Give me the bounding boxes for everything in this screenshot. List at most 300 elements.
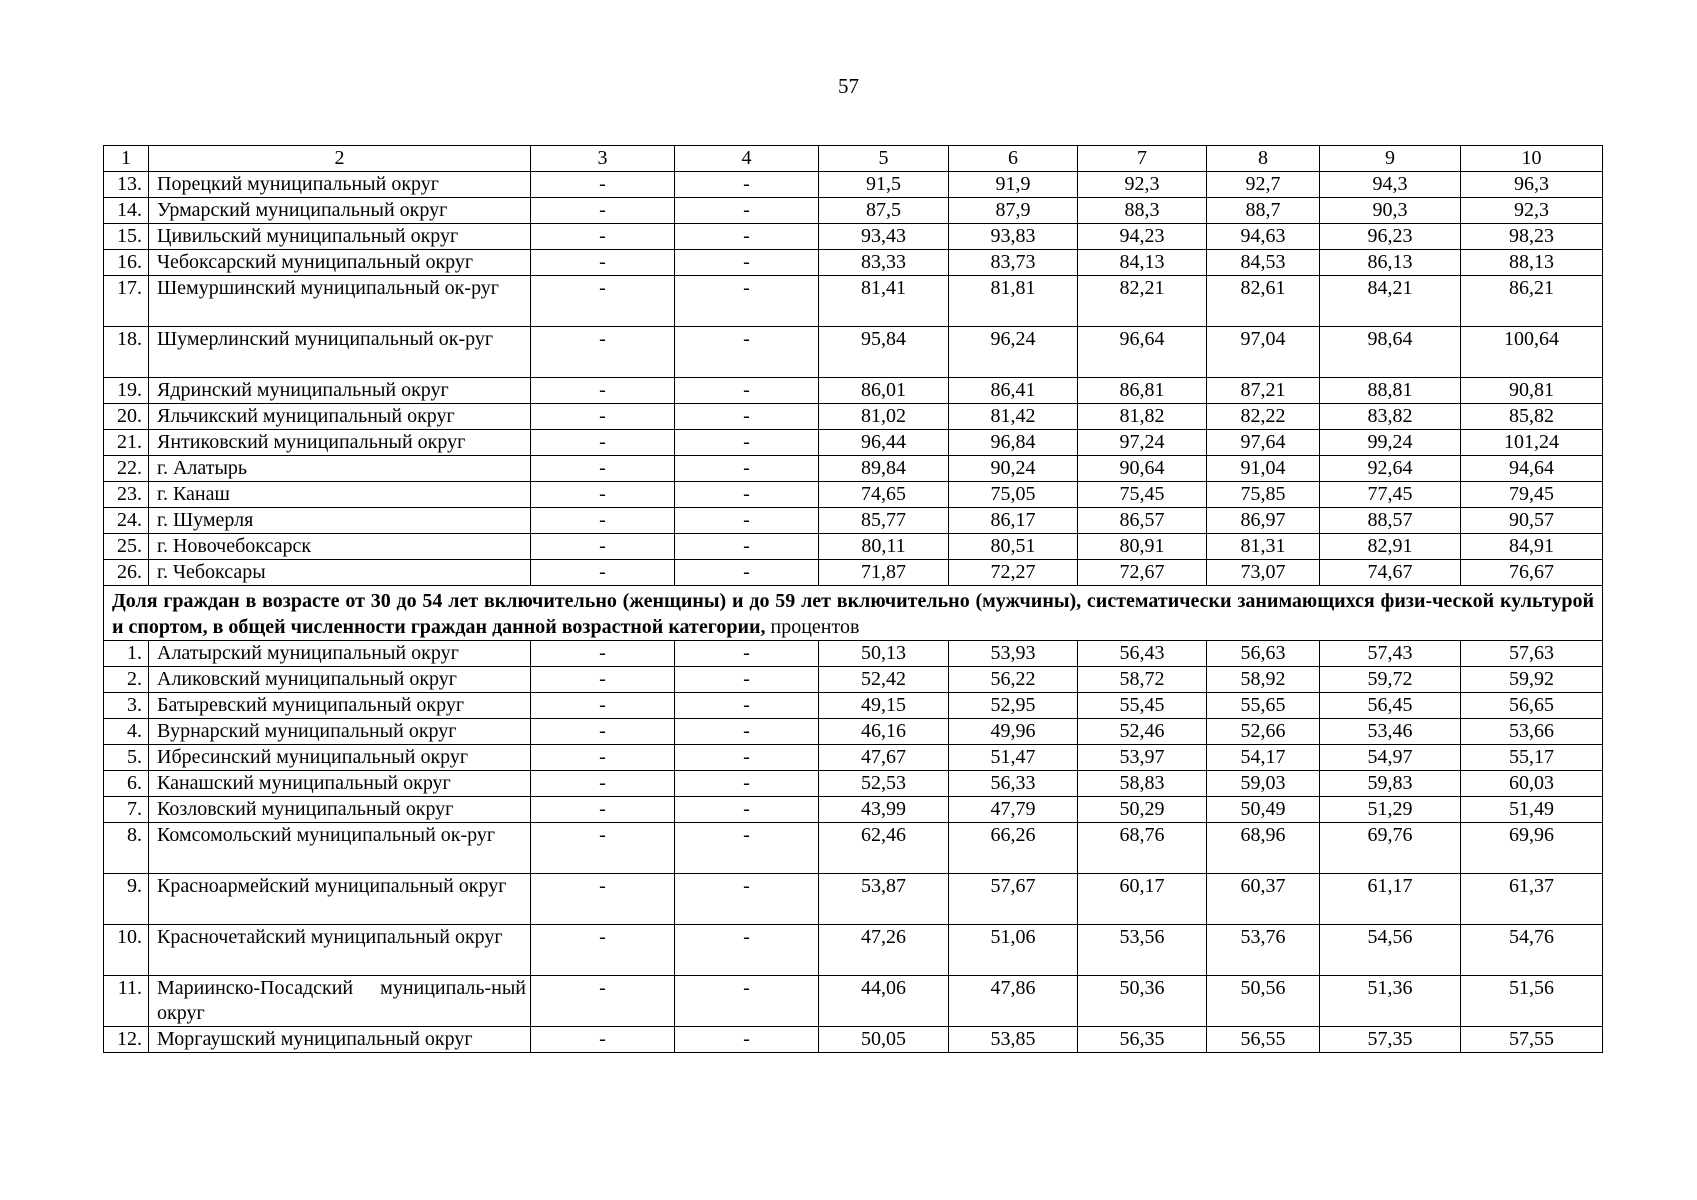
header-cell: 2	[149, 146, 531, 172]
value-col-10: 84,91	[1461, 534, 1603, 560]
value-col-7: 72,67	[1078, 560, 1207, 586]
value-col-4: -	[675, 693, 819, 719]
value-col-10: 59,92	[1461, 667, 1603, 693]
table-row	[104, 482, 1603, 508]
value-col-10: 76,67	[1461, 560, 1603, 586]
value-col-6: 51,47	[949, 745, 1078, 771]
value-col-6: 96,84	[949, 430, 1078, 456]
row-number: 18.	[104, 327, 149, 378]
header-cell: 1	[104, 146, 149, 172]
value-col-5: 81,41	[819, 276, 949, 327]
value-col-7: 58,72	[1078, 667, 1207, 693]
value-col-4: -	[675, 667, 819, 693]
value-col-7: 55,45	[1078, 693, 1207, 719]
data-table	[103, 145, 1603, 1053]
value-col-8: 54,17	[1207, 745, 1320, 771]
header-cell: 9	[1320, 146, 1461, 172]
municipality-name: Моргаушский муниципальный округ	[149, 1027, 531, 1053]
value-col-6: 53,93	[949, 641, 1078, 667]
value-col-10: 101,24	[1461, 430, 1603, 456]
value-col-7: 58,83	[1078, 771, 1207, 797]
value-col-3: -	[531, 250, 675, 276]
value-col-8: 88,7	[1207, 198, 1320, 224]
value-col-9: 92,64	[1320, 456, 1461, 482]
table-row	[104, 378, 1603, 404]
value-col-3: -	[531, 560, 675, 586]
value-col-8: 53,76	[1207, 925, 1320, 976]
value-col-5: 74,65	[819, 482, 949, 508]
value-col-7: 75,45	[1078, 482, 1207, 508]
value-col-10: 85,82	[1461, 404, 1603, 430]
value-col-5: 43,99	[819, 797, 949, 823]
value-col-8: 73,07	[1207, 560, 1320, 586]
row-number: 5.	[104, 745, 149, 771]
table-row	[104, 456, 1603, 482]
value-col-10: 53,66	[1461, 719, 1603, 745]
value-col-6: 87,9	[949, 198, 1078, 224]
municipality-name: Козловский муниципальный округ	[149, 797, 531, 823]
value-col-9: 56,45	[1320, 693, 1461, 719]
value-col-3: -	[531, 667, 675, 693]
table-row	[104, 874, 1603, 925]
value-col-4: -	[675, 771, 819, 797]
value-col-10: 100,64	[1461, 327, 1603, 378]
value-col-9: 57,35	[1320, 1027, 1461, 1053]
header-cell: 3	[531, 146, 675, 172]
table-row	[104, 560, 1603, 586]
value-col-4: -	[675, 456, 819, 482]
value-col-6: 83,73	[949, 250, 1078, 276]
municipality-name: Канашский муниципальный округ	[149, 771, 531, 797]
section-unit: процентов	[765, 616, 860, 638]
section-header-row	[104, 586, 1603, 641]
value-col-6: 47,79	[949, 797, 1078, 823]
header-cell: 10	[1461, 146, 1603, 172]
value-col-5: 52,42	[819, 667, 949, 693]
row-number: 9.	[104, 874, 149, 925]
value-col-9: 61,17	[1320, 874, 1461, 925]
value-col-4: -	[675, 745, 819, 771]
value-col-5: 71,87	[819, 560, 949, 586]
municipality-name: Батыревский муниципальный округ	[149, 693, 531, 719]
municipality-name: Чебоксарский муниципальный округ	[149, 250, 531, 276]
municipality-name: Цивильский муниципальный округ	[149, 224, 531, 250]
row-number: 24.	[104, 508, 149, 534]
value-col-7: 82,21	[1078, 276, 1207, 327]
value-col-7: 68,76	[1078, 823, 1207, 874]
municipality-name: Янтиковский муниципальный округ	[149, 430, 531, 456]
value-col-3: -	[531, 745, 675, 771]
value-col-7: 53,97	[1078, 745, 1207, 771]
page-number: 57	[838, 74, 859, 98]
value-col-3: -	[531, 276, 675, 327]
value-col-3: -	[531, 719, 675, 745]
value-col-10: 61,37	[1461, 874, 1603, 925]
row-number: 23.	[104, 482, 149, 508]
table-row	[104, 976, 1603, 1027]
value-col-4: -	[675, 276, 819, 327]
value-col-4: -	[675, 198, 819, 224]
header-cell: 5	[819, 146, 949, 172]
value-col-9: 96,23	[1320, 224, 1461, 250]
value-col-3: -	[531, 327, 675, 378]
value-col-5: 62,46	[819, 823, 949, 874]
value-col-5: 86,01	[819, 378, 949, 404]
value-col-9: 74,67	[1320, 560, 1461, 586]
value-col-8: 97,04	[1207, 327, 1320, 378]
value-col-9: 94,3	[1320, 172, 1461, 198]
table-row	[104, 250, 1603, 276]
value-col-10: 94,64	[1461, 456, 1603, 482]
value-col-9: 88,81	[1320, 378, 1461, 404]
value-col-6: 80,51	[949, 534, 1078, 560]
municipality-name: Алатырский муниципальный округ	[149, 641, 531, 667]
value-col-5: 83,33	[819, 250, 949, 276]
value-col-4: -	[675, 797, 819, 823]
value-col-6: 90,24	[949, 456, 1078, 482]
header-cell: 6	[949, 146, 1078, 172]
value-col-10: 51,56	[1461, 976, 1603, 1027]
value-col-6: 93,83	[949, 224, 1078, 250]
municipality-name: Красночетайский муниципальный округ	[149, 925, 531, 976]
section-title	[104, 586, 1603, 641]
value-col-10: 57,63	[1461, 641, 1603, 667]
table-row	[104, 534, 1603, 560]
value-col-6: 86,41	[949, 378, 1078, 404]
value-col-8: 68,96	[1207, 823, 1320, 874]
value-col-5: 53,87	[819, 874, 949, 925]
value-col-8: 50,56	[1207, 976, 1320, 1027]
value-col-4: -	[675, 327, 819, 378]
value-col-3: -	[531, 172, 675, 198]
table-row	[104, 1027, 1603, 1053]
value-col-4: -	[675, 874, 819, 925]
value-col-7: 84,13	[1078, 250, 1207, 276]
value-col-7: 50,29	[1078, 797, 1207, 823]
row-number: 17.	[104, 276, 149, 327]
value-col-3: -	[531, 378, 675, 404]
row-number: 21.	[104, 430, 149, 456]
value-col-5: 47,26	[819, 925, 949, 976]
value-col-9: 90,3	[1320, 198, 1461, 224]
value-col-3: -	[531, 482, 675, 508]
value-col-6: 72,27	[949, 560, 1078, 586]
table-row	[104, 508, 1603, 534]
value-col-9: 98,64	[1320, 327, 1461, 378]
value-col-7: 50,36	[1078, 976, 1207, 1027]
value-col-3: -	[531, 224, 675, 250]
table-row	[104, 198, 1603, 224]
value-col-5: 44,06	[819, 976, 949, 1027]
municipality-name: Ибресинский муниципальный округ	[149, 745, 531, 771]
municipality-name: Урмарский муниципальный округ	[149, 198, 531, 224]
value-col-9: 51,36	[1320, 976, 1461, 1027]
value-col-8: 56,55	[1207, 1027, 1320, 1053]
value-col-4: -	[675, 641, 819, 667]
table-row	[104, 719, 1603, 745]
value-col-4: -	[675, 404, 819, 430]
value-col-10: 88,13	[1461, 250, 1603, 276]
value-col-9: 54,56	[1320, 925, 1461, 976]
table-row	[104, 667, 1603, 693]
value-col-10: 54,76	[1461, 925, 1603, 976]
header-row	[104, 146, 1603, 172]
value-col-6: 56,22	[949, 667, 1078, 693]
value-col-3: -	[531, 823, 675, 874]
value-col-9: 54,97	[1320, 745, 1461, 771]
value-col-6: 49,96	[949, 719, 1078, 745]
value-col-3: -	[531, 976, 675, 1027]
value-col-9: 51,29	[1320, 797, 1461, 823]
value-col-3: -	[531, 641, 675, 667]
value-col-3: -	[531, 456, 675, 482]
value-col-8: 56,63	[1207, 641, 1320, 667]
table-row	[104, 172, 1603, 198]
value-col-8: 97,64	[1207, 430, 1320, 456]
section-title-bold: Доля граждан в возрасте от 30 до 54 лет включительно (женщины) и до 59 лет включительно (мужчины), систематически занимающихся физи-ческой культурой и спортом, в общей численности граждан данной возрастной категории,	[112, 590, 1594, 638]
value-col-8: 75,85	[1207, 482, 1320, 508]
value-col-4: -	[675, 508, 819, 534]
value-col-5: 93,43	[819, 224, 949, 250]
row-number: 26.	[104, 560, 149, 586]
municipality-name: Яльчикский муниципальный округ	[149, 404, 531, 430]
municipality-name: Вурнарский муниципальный округ	[149, 719, 531, 745]
value-col-7: 90,64	[1078, 456, 1207, 482]
value-col-3: -	[531, 508, 675, 534]
value-col-7: 94,23	[1078, 224, 1207, 250]
table-row	[104, 797, 1603, 823]
value-col-3: -	[531, 534, 675, 560]
row-number: 11.	[104, 976, 149, 1027]
value-col-9: 57,43	[1320, 641, 1461, 667]
value-col-6: 66,26	[949, 823, 1078, 874]
value-col-3: -	[531, 771, 675, 797]
value-col-8: 50,49	[1207, 797, 1320, 823]
value-col-8: 84,53	[1207, 250, 1320, 276]
value-col-3: -	[531, 693, 675, 719]
value-col-7: 97,24	[1078, 430, 1207, 456]
value-col-8: 82,22	[1207, 404, 1320, 430]
value-col-8: 60,37	[1207, 874, 1320, 925]
header-cell: 4	[675, 146, 819, 172]
value-col-7: 60,17	[1078, 874, 1207, 925]
value-col-5: 52,53	[819, 771, 949, 797]
value-col-7: 86,81	[1078, 378, 1207, 404]
table-row	[104, 925, 1603, 976]
value-col-6: 81,42	[949, 404, 1078, 430]
row-number: 8.	[104, 823, 149, 874]
value-col-5: 96,44	[819, 430, 949, 456]
value-col-4: -	[675, 925, 819, 976]
value-col-3: -	[531, 797, 675, 823]
value-col-4: -	[675, 250, 819, 276]
value-col-7: 92,3	[1078, 172, 1207, 198]
value-col-4: -	[675, 560, 819, 586]
municipality-name: Шемуршинский муниципальный ок-руг	[149, 276, 531, 327]
value-col-4: -	[675, 430, 819, 456]
value-col-5: 87,5	[819, 198, 949, 224]
value-col-8: 59,03	[1207, 771, 1320, 797]
table-row	[104, 745, 1603, 771]
value-col-10: 55,17	[1461, 745, 1603, 771]
value-col-9: 99,24	[1320, 430, 1461, 456]
value-col-5: 47,67	[819, 745, 949, 771]
value-col-4: -	[675, 1027, 819, 1053]
table-row	[104, 641, 1603, 667]
row-number: 3.	[104, 693, 149, 719]
value-col-10: 60,03	[1461, 771, 1603, 797]
row-number: 25.	[104, 534, 149, 560]
value-col-5: 50,05	[819, 1027, 949, 1053]
row-number: 10.	[104, 925, 149, 976]
value-col-10: 57,55	[1461, 1027, 1603, 1053]
row-number: 7.	[104, 797, 149, 823]
value-col-3: -	[531, 198, 675, 224]
value-col-3: -	[531, 404, 675, 430]
table-row	[104, 404, 1603, 430]
municipality-name: г. Алатырь	[149, 456, 531, 482]
municipality-name: Красноармейский муниципальный округ	[149, 874, 531, 925]
value-col-9: 59,83	[1320, 771, 1461, 797]
value-col-8: 81,31	[1207, 534, 1320, 560]
municipality-name: Шумерлинский муниципальный ок-руг	[149, 327, 531, 378]
value-col-10: 90,57	[1461, 508, 1603, 534]
municipality-name: г. Чебоксары	[149, 560, 531, 586]
value-col-5: 85,77	[819, 508, 949, 534]
value-col-6: 51,06	[949, 925, 1078, 976]
municipality-name: Порецкий муниципальный округ	[149, 172, 531, 198]
header-cell: 7	[1078, 146, 1207, 172]
value-col-8: 52,66	[1207, 719, 1320, 745]
value-col-4: -	[675, 224, 819, 250]
value-col-8: 86,97	[1207, 508, 1320, 534]
table-row	[104, 693, 1603, 719]
value-col-5: 91,5	[819, 172, 949, 198]
value-col-7: 56,35	[1078, 1027, 1207, 1053]
value-col-10: 92,3	[1461, 198, 1603, 224]
row-number: 19.	[104, 378, 149, 404]
value-col-6: 81,81	[949, 276, 1078, 327]
value-col-6: 91,9	[949, 172, 1078, 198]
row-number: 12.	[104, 1027, 149, 1053]
value-col-7: 86,57	[1078, 508, 1207, 534]
value-col-7: 56,43	[1078, 641, 1207, 667]
table-row	[104, 327, 1603, 378]
value-col-4: -	[675, 823, 819, 874]
value-col-10: 90,81	[1461, 378, 1603, 404]
value-col-9: 69,76	[1320, 823, 1461, 874]
value-col-5: 50,13	[819, 641, 949, 667]
row-number: 6.	[104, 771, 149, 797]
table-row	[104, 276, 1603, 327]
value-col-8: 92,7	[1207, 172, 1320, 198]
row-number: 22.	[104, 456, 149, 482]
value-col-7: 80,91	[1078, 534, 1207, 560]
row-number: 1.	[104, 641, 149, 667]
value-col-10: 51,49	[1461, 797, 1603, 823]
value-col-6: 56,33	[949, 771, 1078, 797]
value-col-5: 46,16	[819, 719, 949, 745]
municipality-name: Ядринский муниципальный округ	[149, 378, 531, 404]
row-number: 15.	[104, 224, 149, 250]
value-col-5: 81,02	[819, 404, 949, 430]
value-col-5: 49,15	[819, 693, 949, 719]
value-col-4: -	[675, 719, 819, 745]
table-row	[104, 823, 1603, 874]
row-number: 13.	[104, 172, 149, 198]
value-col-9: 82,91	[1320, 534, 1461, 560]
header-cell: 8	[1207, 146, 1320, 172]
row-number: 16.	[104, 250, 149, 276]
municipality-name: Мариинско-Посадский муниципаль-ный округ	[149, 976, 531, 1027]
value-col-8: 55,65	[1207, 693, 1320, 719]
municipality-name: г. Новочебоксарск	[149, 534, 531, 560]
value-col-9: 53,46	[1320, 719, 1461, 745]
value-col-10: 96,3	[1461, 172, 1603, 198]
value-col-9: 77,45	[1320, 482, 1461, 508]
row-number: 4.	[104, 719, 149, 745]
municipality-name: г. Канаш	[149, 482, 531, 508]
value-col-7: 81,82	[1078, 404, 1207, 430]
row-number: 2.	[104, 667, 149, 693]
value-col-10: 69,96	[1461, 823, 1603, 874]
value-col-4: -	[675, 172, 819, 198]
value-col-10: 79,45	[1461, 482, 1603, 508]
value-col-6: 96,24	[949, 327, 1078, 378]
value-col-4: -	[675, 976, 819, 1027]
value-col-8: 82,61	[1207, 276, 1320, 327]
value-col-3: -	[531, 874, 675, 925]
value-col-3: -	[531, 1027, 675, 1053]
municipality-name: Комсомольский муниципальный ок-руг	[149, 823, 531, 874]
value-col-7: 53,56	[1078, 925, 1207, 976]
table-row	[104, 430, 1603, 456]
municipality-name: Аликовский муниципальный округ	[149, 667, 531, 693]
value-col-5: 89,84	[819, 456, 949, 482]
value-col-10: 98,23	[1461, 224, 1603, 250]
value-col-4: -	[675, 378, 819, 404]
value-col-4: -	[675, 534, 819, 560]
value-col-10: 56,65	[1461, 693, 1603, 719]
value-col-9: 88,57	[1320, 508, 1461, 534]
value-col-7: 96,64	[1078, 327, 1207, 378]
value-col-8: 58,92	[1207, 667, 1320, 693]
value-col-3: -	[531, 925, 675, 976]
value-col-10: 86,21	[1461, 276, 1603, 327]
value-col-9: 86,13	[1320, 250, 1461, 276]
value-col-6: 52,95	[949, 693, 1078, 719]
value-col-6: 86,17	[949, 508, 1078, 534]
table-row	[104, 771, 1603, 797]
value-col-9: 83,82	[1320, 404, 1461, 430]
row-number: 14.	[104, 198, 149, 224]
value-col-5: 80,11	[819, 534, 949, 560]
value-col-8: 87,21	[1207, 378, 1320, 404]
value-col-9: 84,21	[1320, 276, 1461, 327]
value-col-5: 95,84	[819, 327, 949, 378]
value-col-6: 57,67	[949, 874, 1078, 925]
value-col-6: 47,86	[949, 976, 1078, 1027]
value-col-9: 59,72	[1320, 667, 1461, 693]
municipality-name: г. Шумерля	[149, 508, 531, 534]
table-row	[104, 224, 1603, 250]
value-col-3: -	[531, 430, 675, 456]
value-col-8: 91,04	[1207, 456, 1320, 482]
value-col-7: 88,3	[1078, 198, 1207, 224]
value-col-4: -	[675, 482, 819, 508]
value-col-6: 53,85	[949, 1027, 1078, 1053]
row-number: 20.	[104, 404, 149, 430]
